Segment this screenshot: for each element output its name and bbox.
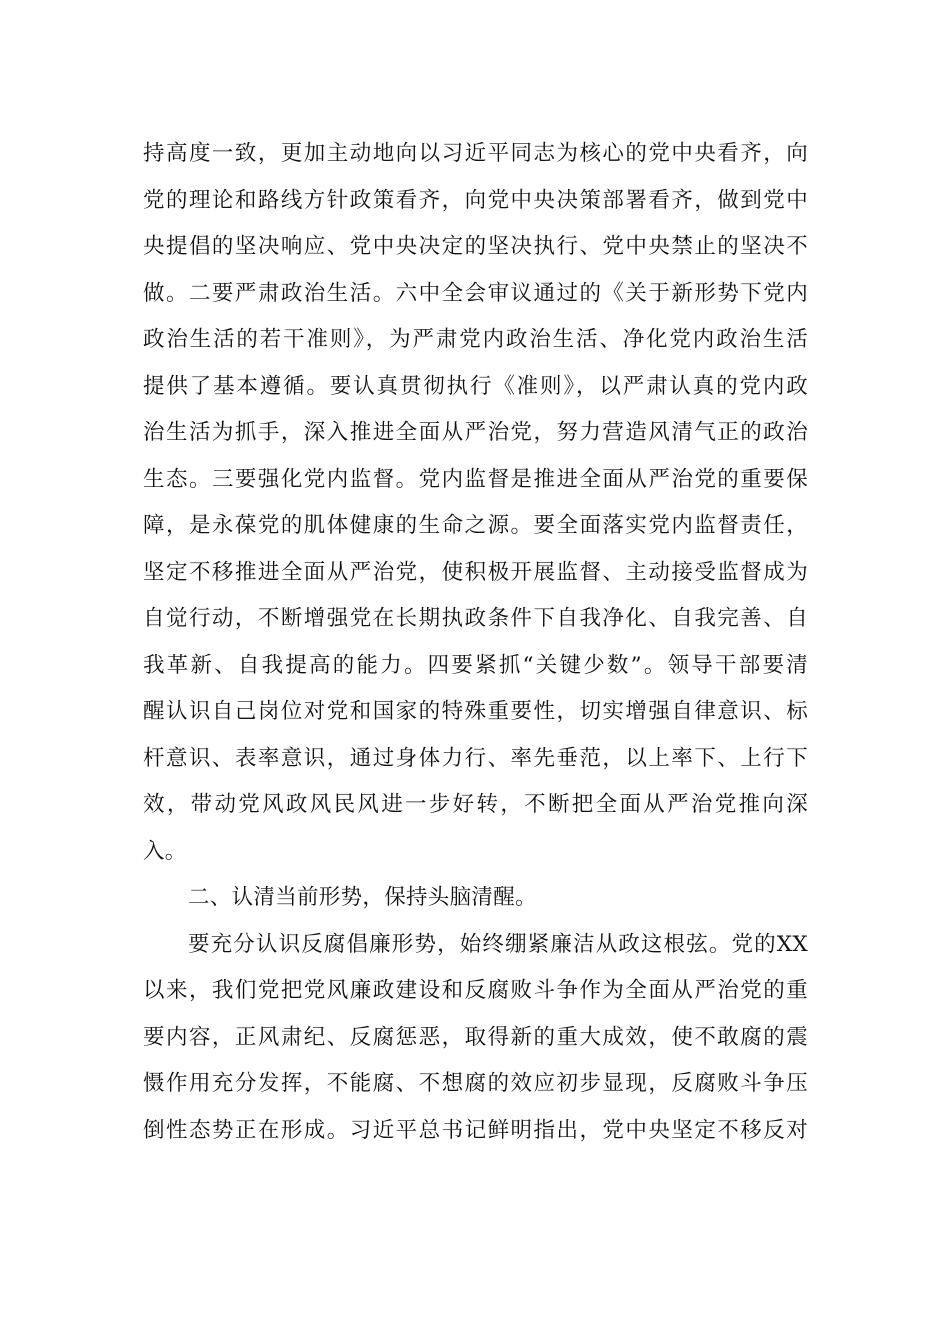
text-line: 政治生活的若干准则》，为严肃党内政治生活、净化党内政治生活 bbox=[143, 327, 808, 352]
text-line: 我革新、自我提高的能力。四要紧抓“关键少数”。领导干部要清 bbox=[143, 652, 808, 678]
text-line: 做。二要严肃政治生活。六中全会审议通过的《关于新形势下党内 bbox=[143, 280, 808, 306]
text-line: 自觉行动，不断增强党在长期执政条件下自我净化、自我完善、自 bbox=[143, 606, 808, 631]
text-line: 坚定不移推进全面从严治党，使积极开展监督、主动接受监督成为 bbox=[143, 559, 808, 585]
text-line: 提供了基本遵循。要认真贯彻执行《准则》，以严肃认真的党内政 bbox=[143, 373, 808, 399]
text-line: 央提倡的坚决响应、党中央决定的坚决执行、党中央禁止的坚决不 bbox=[143, 234, 808, 259]
text-line: 入。 bbox=[143, 838, 187, 864]
text-line: 以来，我们党把党风廉政建设和反腐败斗争作为全面从严治党的重 bbox=[143, 978, 808, 1003]
text-line: 慑作用充分发挥，不能腐、不想腐的效应初步显现，反腐败斗争压 bbox=[143, 1071, 808, 1096]
text-line: 醒认识自己岗位对党和国家的特殊重要性，切实增强自律意识、标 bbox=[143, 699, 808, 724]
text-line: 持高度一致，更加主动地向以习近平同志为核心的党中央看齐，向 bbox=[143, 141, 808, 166]
text-line: 障，是永葆党的肌体健康的生命之源。要全面落实党内监督责任， bbox=[143, 513, 808, 538]
text-line: 治生活为抓手，深入推进全面从严治党，努力营造风清气正的政治 bbox=[143, 420, 808, 445]
text-line: 倒性态势正在形成。习近平总书记鲜明指出，党中央坚定不移反对 bbox=[143, 1117, 808, 1143]
text-line: 效，带动党风政风民风进一步好转，不断把全面从严治党推向深 bbox=[143, 792, 808, 817]
text-line: 杆意识、表率意识，通过身体力行、率先垂范，以上率下、上行下 bbox=[143, 745, 808, 771]
text-line: 生态。三要强化党内监督。党内监督是推进全面从严治党的重要保 bbox=[143, 466, 808, 492]
section-heading: 二、认清当前形势，保持头脑清醒。 bbox=[188, 885, 537, 910]
text-line: 要充分认识反腐倡廉形势，始终绷紧廉洁从政这根弦。党的XX bbox=[188, 931, 808, 957]
paragraph-1 bbox=[143, 131, 808, 875]
paragraph-2 bbox=[143, 922, 808, 1155]
text-line: 党的理论和路线方针政策看齐，向党中央决策部署看齐，做到党中 bbox=[143, 187, 808, 213]
text-line: 要内容，正风肃纪、反腐惩恶，取得新的重大成效，使不敢腐的震 bbox=[143, 1024, 808, 1050]
document-body bbox=[143, 131, 808, 1154]
